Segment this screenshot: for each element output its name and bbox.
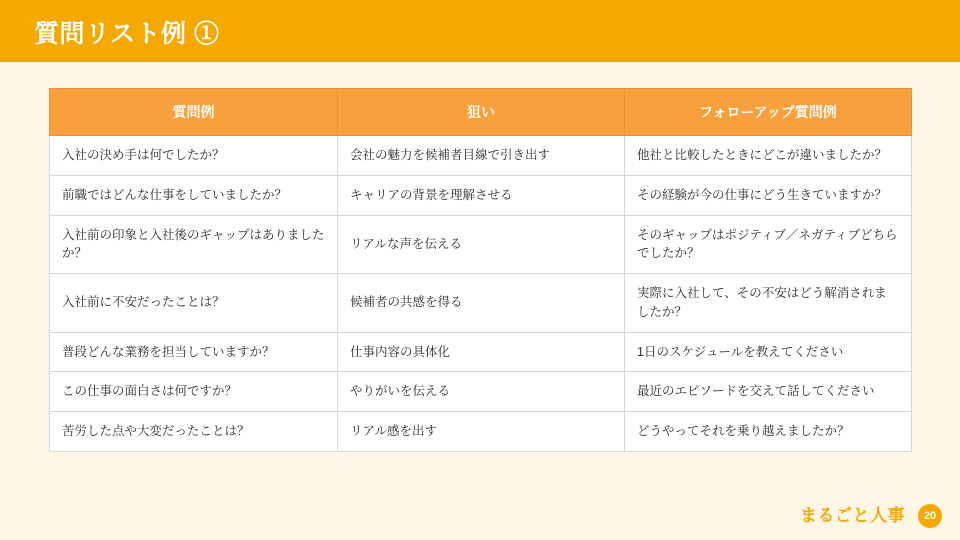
column-header-aim: 狙い bbox=[338, 89, 625, 136]
page-title: 質問リスト例 ① bbox=[34, 20, 220, 48]
cell-followup: その経験が今の仕事にどう生きていますか？ bbox=[625, 175, 912, 215]
cell-aim: やりがいを伝える bbox=[338, 372, 625, 412]
brand-logo: まるごと人事 bbox=[800, 506, 905, 525]
cell-aim: 候補者の共感を得る bbox=[338, 274, 625, 333]
page-number-badge: 20 bbox=[918, 504, 942, 528]
table-row bbox=[50, 274, 912, 333]
table-header-row bbox=[50, 89, 912, 136]
cell-followup: 他社と比較したときにどこが違いましたか？ bbox=[625, 136, 912, 176]
table-row bbox=[50, 332, 912, 372]
question-table-container bbox=[49, 88, 911, 452]
header-bar bbox=[0, 0, 960, 62]
cell-question: 普段どんな業務を担当していますか？ bbox=[50, 332, 338, 372]
cell-followup: 1日のスケジュールを教えてください bbox=[625, 332, 912, 372]
cell-followup: 最近のエピソードを交えて話してください bbox=[625, 372, 912, 412]
cell-followup: どうやってそれを乗り越えましたか？ bbox=[625, 412, 912, 452]
table-row bbox=[50, 215, 912, 274]
cell-question: 入社の決め手は何でしたか？ bbox=[50, 136, 338, 176]
cell-aim: リアルな声を伝える bbox=[338, 215, 625, 274]
table-row bbox=[50, 175, 912, 215]
column-header-followup: フォローアップ質問例 bbox=[625, 89, 912, 136]
cell-followup: 実際に入社して、その不安はどう解消されましたか？ bbox=[625, 274, 912, 333]
cell-question: 前職ではどんな仕事をしていましたか？ bbox=[50, 175, 338, 215]
cell-followup: そのギャップはポジティブ／ネガティブどちらでしたか？ bbox=[625, 215, 912, 274]
cell-question: この仕事の面白さは何ですか？ bbox=[50, 372, 338, 412]
cell-aim: リアル感を出す bbox=[338, 412, 625, 452]
table-row bbox=[50, 136, 912, 176]
cell-question: 苦労した点や大変だったことは？ bbox=[50, 412, 338, 452]
cell-question: 入社前の印象と入社後のギャップはありましたか？ bbox=[50, 215, 338, 274]
cell-aim: キャリアの背景を理解させる bbox=[338, 175, 625, 215]
question-table bbox=[49, 88, 912, 452]
cell-aim: 仕事内容の具体化 bbox=[338, 332, 625, 372]
cell-aim: 会社の魅力を候補者目線で引き出す bbox=[338, 136, 625, 176]
column-header-question: 質問例 bbox=[50, 89, 338, 136]
table-row bbox=[50, 372, 912, 412]
table-row bbox=[50, 412, 912, 452]
cell-question: 入社前に不安だったことは？ bbox=[50, 274, 338, 333]
